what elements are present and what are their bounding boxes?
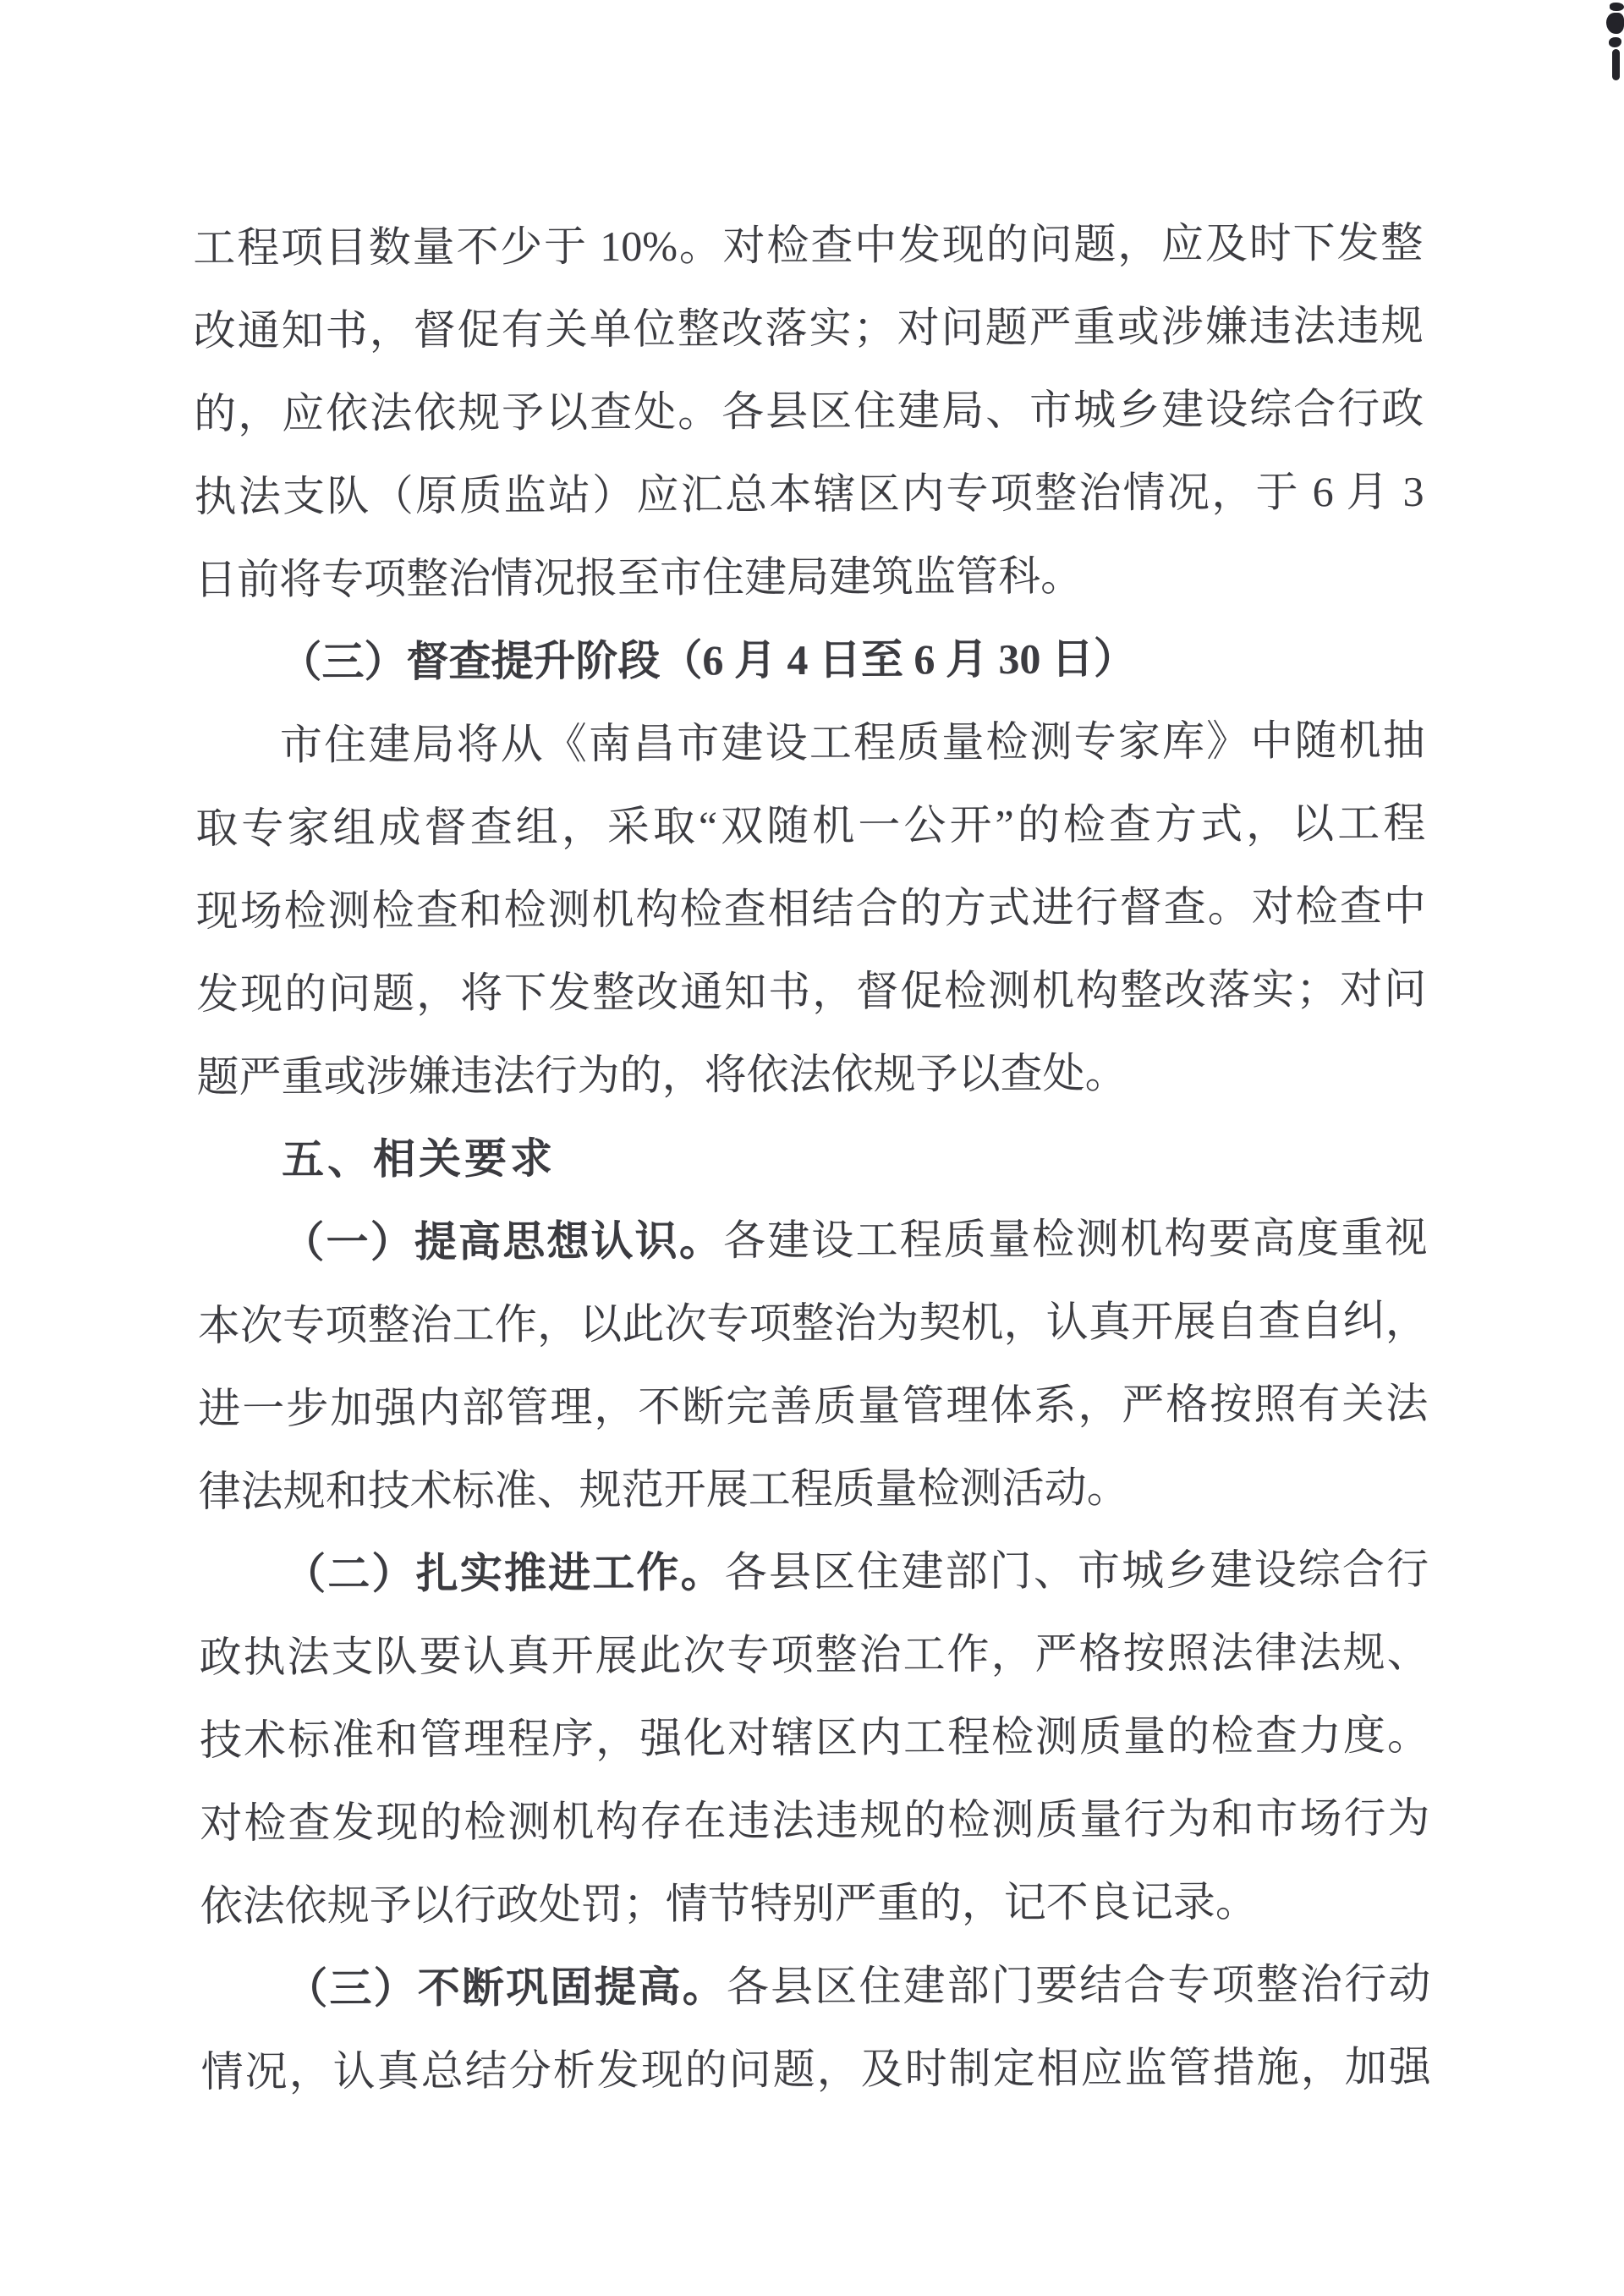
scan-smudge-mark bbox=[1612, 49, 1620, 80]
text-line: 本次专项整治工作，以此次专项整治为契机，认真开展自查自纠， bbox=[197, 1296, 1428, 1350]
text-line: 工程项目数量不少于 10%。对检查中发现的问题，应及时下发整 bbox=[193, 218, 1424, 272]
text-line: 改通知书，督促有关单位整改落实；对问题严重或涉嫌违法违规 bbox=[193, 301, 1424, 355]
text-line: 依法依规予以行政处罚；情节特别严重的，记不良记录。 bbox=[200, 1877, 1258, 1931]
line-text: 各县区住建部门要结合专项整治行动 bbox=[726, 1959, 1431, 2011]
text-line: 进一步加强内部管理，不断完善质量管理体系，严格按照有关法 bbox=[198, 1379, 1429, 1433]
text-line: 情况，认真总结分析发现的问题，及时制定相应监管措施，加强 bbox=[200, 2042, 1431, 2096]
scan-smudge-mark bbox=[1610, 3, 1624, 11]
text-line: 现场检测检查和检测机构检查相结合的方式进行督查。对检查中 bbox=[195, 882, 1426, 936]
text-line: 的，应依法依规予以查处。各县区住建局、市城乡建设综合行政 bbox=[194, 384, 1424, 438]
text-line: 发现的问题，将下发整改通知书，督促检测机构整改落实；对问 bbox=[196, 964, 1427, 1019]
section-heading: 五、相关要求 bbox=[281, 1134, 557, 1184]
scan-smudge-mark bbox=[1606, 13, 1624, 34]
text-line: 取专家组成督查组，采取“双随机一公开”的检查方式，以工程 bbox=[195, 799, 1426, 853]
section-heading: （三）督查提升阶段（6 月 4 日至 6 月 30 日） bbox=[279, 634, 1137, 686]
bold-lead: （三）不断巩固提高。 bbox=[285, 1963, 727, 2013]
line-text: 各建设工程质量检测机构要高度重视 bbox=[722, 1213, 1428, 1265]
text-line: 市住建局将从《南昌市建设工程质量检测专家库》中随机抽 bbox=[279, 716, 1425, 769]
text-line: 日前将专项整治情况报至市住建局建筑监管科。 bbox=[194, 552, 1084, 604]
text-block bbox=[193, 201, 1431, 2113]
text-line: 政执法支队要认真开展此次专项整治工作，严格按照法律法规、 bbox=[199, 1628, 1429, 1682]
line-text: 各县区住建部门、市城乡建设综合行 bbox=[724, 1545, 1429, 1596]
bold-lead: （一）提高思想认识。 bbox=[282, 1217, 724, 1266]
text-line bbox=[200, 1942, 1430, 2030]
scan-smudge-mark bbox=[1609, 37, 1621, 47]
text-line: 律法规和技术标准、规范开展工程质量检测活动。 bbox=[198, 1464, 1129, 1516]
text-line: 技术标准和管理程序，强化对辖区内工程检测质量的检查力度。 bbox=[199, 1711, 1430, 1765]
text-line: 对检查发现的检测机构存在违法违规的检测质量行为和市场行为 bbox=[200, 1793, 1430, 1848]
text-line: 执法支队（原质监站）应汇总本辖区内专项整治情况，于 6 月 3 bbox=[194, 467, 1424, 521]
text-line bbox=[197, 1196, 1427, 1284]
text-line bbox=[199, 1528, 1429, 1616]
text-line: 题严重或涉嫌违法行为的，将依法依规予以查处。 bbox=[196, 1049, 1127, 1101]
bold-lead: （二）扎实推进工作。 bbox=[283, 1548, 725, 1598]
